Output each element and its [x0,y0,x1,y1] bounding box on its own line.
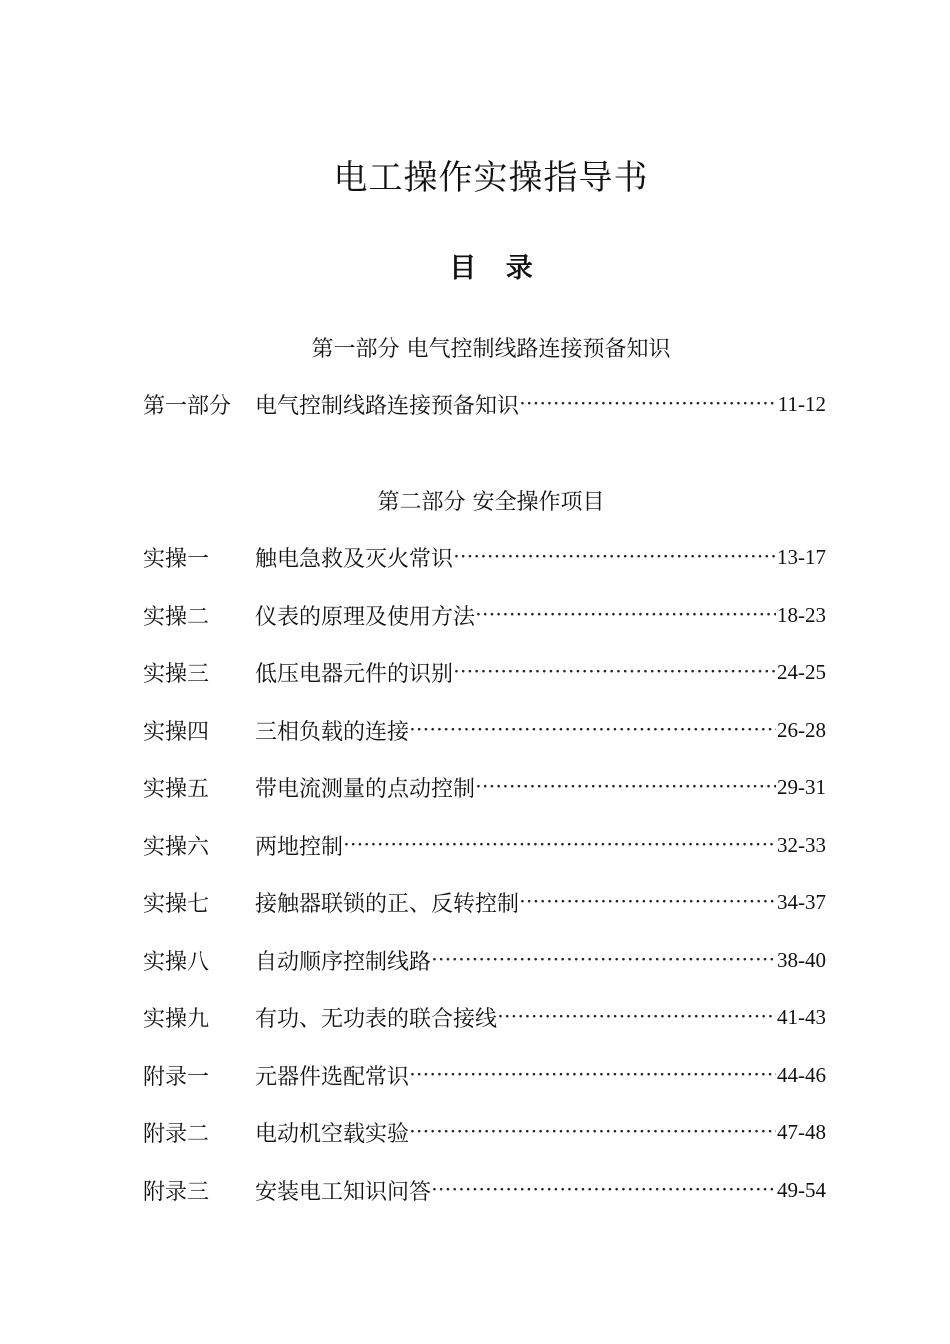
toc-page-range: 11-12 [777,391,826,416]
toc-entry-text: 电动机空载实验 [255,1121,410,1147]
dot-leader [410,722,776,738]
toc-entry-text: 元器件选配常识 [255,1064,410,1090]
toc-entry-text: 仪表的原理及使用方法 [255,604,476,630]
toc-row[interactable] [143,1060,826,1090]
toc-entry-text: 接触器联锁的正、反转控制 [255,891,520,917]
toc-row[interactable] [143,389,826,419]
dot-leader [476,779,776,795]
toc-label: 实操三 [143,661,210,687]
dot-leader [476,607,776,623]
toc-page-range: 24-25 [777,659,826,684]
toc-row[interactable] [143,600,826,630]
toc-page-range: 34-37 [777,889,826,914]
toc-row[interactable] [143,1117,826,1147]
toc-label: 附录三 [143,1179,210,1205]
toc-entry-text: 带电流测量的点动控制 [255,776,476,802]
dot-leader [454,664,776,680]
toc-row[interactable] [143,542,826,572]
toc-row[interactable] [143,945,826,975]
dot-leader [432,952,776,968]
toc-entry-text: 安装电工知识问答 [255,1179,432,1205]
toc-page-range: 18-23 [777,602,826,627]
toc-row[interactable] [143,887,826,917]
toc-label: 附录二 [143,1121,210,1147]
toc-row[interactable] [143,1002,826,1032]
toc-label: 第一部分 [143,393,232,419]
part-heading: 第一部分 电气控制线路连接预备知识 [311,337,671,362]
toc-page-range: 29-31 [777,774,826,799]
toc-row[interactable] [143,772,826,802]
toc-label: 实操五 [143,776,210,802]
toc-row[interactable] [143,715,826,745]
dot-leader [520,894,776,910]
toc-label: 实操二 [143,604,210,630]
toc-label: 实操九 [143,1006,210,1032]
toc-row[interactable] [143,1175,826,1205]
dot-leader [344,837,776,853]
toc-label: 实操四 [143,719,210,745]
toc-page-range: 13-17 [777,544,826,569]
dot-leader [454,549,776,565]
toc-entry-text: 低压电器元件的识别 [255,661,454,687]
toc-entry-text: 两地控制 [255,834,344,860]
toc-page-range: 44-46 [777,1062,826,1087]
dot-leader [498,1009,776,1025]
toc-label: 实操一 [143,546,210,572]
toc-page-range: 38-40 [777,947,826,972]
toc-entry-text: 有功、无功表的联合接线 [255,1006,498,1032]
toc-label: 实操七 [143,891,210,917]
toc-label: 实操八 [143,949,210,975]
dot-leader [432,1182,776,1198]
dot-leader [410,1124,776,1140]
toc-label: 附录一 [143,1064,210,1090]
toc-label: 实操六 [143,834,210,860]
toc-entry-text: 电气控制线路连接预备知识 [255,393,520,419]
document-title: 电工操作实操指导书 [333,158,649,198]
toc-entry-text: 自动顺序控制线路 [255,949,432,975]
toc-heading: 目 录 [449,253,533,284]
toc-entry-text: 三相负载的连接 [255,719,410,745]
part-heading: 第二部分 安全操作项目 [377,490,605,515]
dot-leader [520,396,777,412]
toc-row[interactable] [143,830,826,860]
toc-row[interactable] [143,657,826,687]
toc-page-range: 32-33 [777,832,826,857]
toc-page-range: 47-48 [777,1119,826,1144]
dot-leader [410,1067,776,1083]
toc-entry-text: 触电急救及灭火常识 [255,546,454,572]
toc-page-range: 41-43 [777,1004,826,1029]
toc-page-range: 49-54 [777,1177,826,1202]
toc-page-range: 26-28 [777,717,826,742]
